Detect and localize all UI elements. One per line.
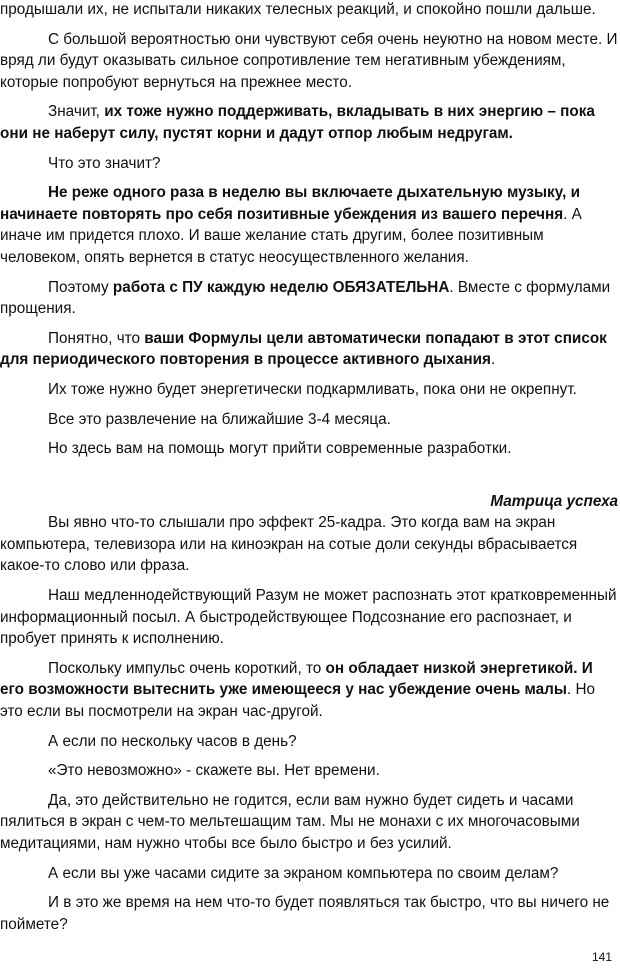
paragraph (0, 153, 620, 175)
text-run: А если вы уже часами сидите за экраном компьютера по своим делам? (48, 864, 559, 882)
paragraph (0, 585, 620, 650)
text-run: А если по нескольку часов в день? (48, 732, 297, 750)
paragraph (0, 379, 620, 401)
paragraph (0, 731, 620, 753)
paragraph (0, 658, 620, 723)
section-heading: Матрица успеха (490, 492, 618, 510)
text-run: Их тоже нужно будет энергетически подкармливать, пока они не окрепнут. (48, 380, 577, 398)
text-run: «Это невозможно» - скажете вы. Нет времени. (48, 762, 380, 780)
text-run: Вы явно что-то слышали про эффект 25-кадра. Это когда вам на экран компьютера, телевизора или на киноэкран на сотые доли секунды вбрасывается какое-то слово или фраза. (0, 514, 578, 575)
bold-text-run: Не реже одного раза в неделю вы включаете дыхательную музыку, и начинаете повторять про себя позитивные убеждения из вашего перечня (0, 184, 580, 223)
paragraph (0, 182, 620, 268)
paragraph (0, 29, 620, 94)
paragraph (0, 0, 620, 21)
text-run: Значит, (48, 103, 105, 121)
paragraph (0, 101, 620, 144)
bold-text-run: работа с ПУ каждую неделю ОБЯЗАТЕЛЬНА (112, 278, 450, 296)
paragraph (0, 438, 620, 460)
paragraph (0, 863, 620, 885)
text-run: Да, это действительно не годится, если вам нужно будет сидеть и часами пялиться в экран с чем-то мельтешащим там. Мы не монахи с их многочасовыми медитациями, нам нужно чтобы все было быстро и без усилий. (0, 791, 580, 852)
paragraph (0, 790, 620, 855)
paragraph (0, 760, 620, 782)
paragraph (0, 409, 620, 431)
text-run: . Вместе с формулами прощения. (0, 278, 611, 318)
text-run: Поэтому (48, 278, 113, 296)
text-run: . Но это если вы посмотрели на экран час-другой. (0, 681, 596, 721)
text-run: продышали их, не испытали никаких телесных реакций, и спокойно пошли дальше. (0, 1, 596, 18)
text-run: С большой вероятностью они чувствуют себя очень неуютно на новом месте. И вряд ли будут оказывать сильное сопротивление тем негативным убеждениям, которые попробуют вернуться на прежнее место. (0, 30, 618, 91)
text-run: Поскольку импульс очень короткий, то (48, 659, 326, 677)
paragraph (0, 277, 620, 320)
bold-text-run: ваши Формулы цели автоматически попадают в этот список для периодического повторения в процессе активного дыхания (0, 329, 607, 369)
text-run: . А иначе им придется плохо. И ваше желание стать другим, более позитивным человеком, опять вернется в статус неосуществленного желания. (0, 205, 582, 266)
paragraph (0, 328, 620, 371)
bold-text-run: он обладает низкой энергетикой. И его возможности вытеснить уже имеющееся у нас убеждение очень малы (0, 659, 593, 699)
text-run: И в это же время на нем что-то будет появляться так быстро, что вы ничего не поймете? (0, 894, 610, 933)
page-number: 141 (591, 950, 612, 964)
bold-text-run: их тоже нужно поддерживать, вкладывать в них энергию – пока они не наберут силу, пустят корни и дадут отпор любым недругам. (0, 103, 595, 142)
paragraph (0, 512, 620, 577)
text-run: Понятно, что (48, 329, 145, 347)
text-run: Что это значит? (48, 154, 161, 172)
text-run: Наш медленнодействующий Разум не может распознать этот кратковременный информационный посыл. А быстродействующее Подсознание его распознает, и пробует принять к исполнению. (0, 587, 617, 648)
text-run: Все это развлечение на ближайшие 3-4 месяца. (48, 410, 391, 428)
text-run: . (490, 351, 496, 369)
text-run: Но здесь вам на помощь могут прийти современные разработки. (48, 440, 512, 458)
paragraph (0, 892, 620, 935)
